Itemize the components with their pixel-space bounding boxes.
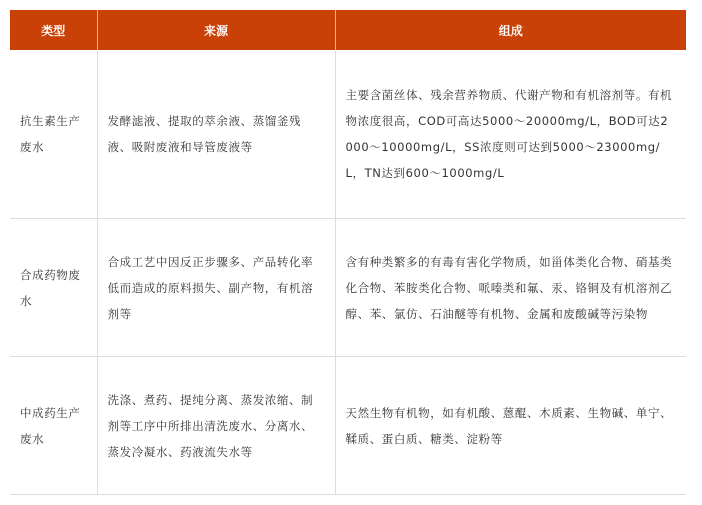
header-type: 类型 [10,10,97,50]
table-row [10,357,686,495]
table-row [10,50,686,219]
row-source-cell: 洗涤、煮药、提纯分离、蒸发浓缩、制剂等工序中所排出清洗废水、分离水、蒸发冷凝水、药液流失水等 [97,357,335,495]
table-row [10,219,686,357]
header-source: 来源 [97,10,335,50]
row-composition-cell: 主要含菌丝体、残余营养物质、代谢产物和有机溶剂等。有机物浓度很高，COD可高达5000～20000mg/L，BOD可达2000～10000mg/L，SS浓度则可达到5000～23000mg/L，TN达到600～1000mg/L [335,50,686,219]
row-type-cell: 中成药生产废水 [10,357,97,495]
row-composition-cell: 天然生物有机物，如有机酸、蒽醌、木质素、生物碱、单宁、鞣质、蛋白质、糖类、淀粉等 [335,357,686,495]
wastewater-table [10,10,686,495]
row-source-cell: 合成工艺中因反正步骤多、产品转化率低而造成的原料损失、副产物，有机溶剂等 [97,219,335,357]
table-header-row [10,10,686,50]
header-composition: 组成 [335,10,686,50]
row-type-cell: 抗生素生产废水 [10,50,97,219]
row-source-cell: 发酵滤液、提取的萃余液、蒸馏釜残液、吸附废液和导管废液等 [97,50,335,219]
row-type-cell: 合成药物废水 [10,219,97,357]
row-composition-cell: 含有种类繁多的有毒有害化学物质，如甾体类化合物、硝基类化合物、苯胺类化合物、哌嗪类和氟、汞、铬铜及有机溶剂乙醇、苯、氯仿、石油醚等有机物、金属和废酸碱等污染物 [335,219,686,357]
